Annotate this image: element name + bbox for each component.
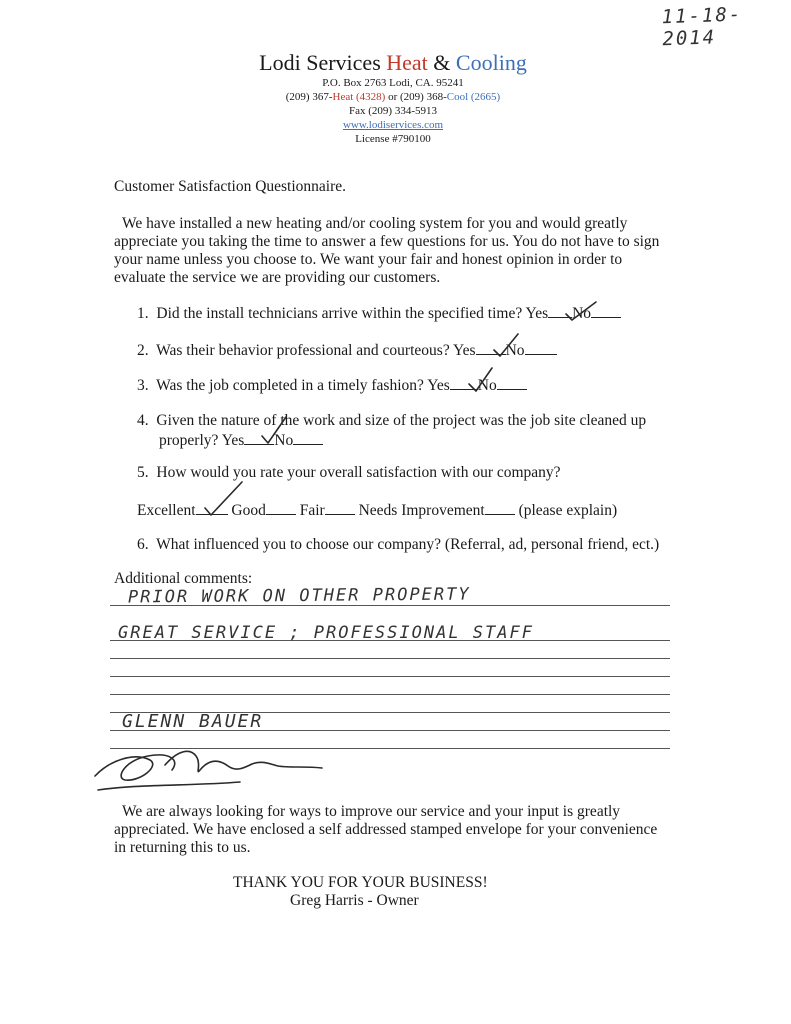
- question-text: Was their behavior professional and courteous?: [156, 342, 450, 359]
- yes-label: Yes: [453, 342, 476, 359]
- company-license: License #790100: [355, 133, 431, 145]
- closing-line: We are always looking for ways to improve our service and your input is greatly: [122, 803, 621, 820]
- checkmark-q3-yes: [469, 368, 492, 391]
- handwritten-date: 11-18-2014: [661, 3, 743, 51]
- question-number: 1.: [137, 305, 149, 322]
- question-text: properly?: [159, 432, 219, 449]
- phone-heat-prefix: (209) 367-: [285, 91, 333, 103]
- question-number: 3.: [137, 377, 149, 394]
- question-number: 2.: [137, 342, 149, 359]
- question-number: 5.: [137, 464, 149, 481]
- company-website-link[interactable]: www.lodiservices.com: [342, 119, 444, 131]
- checkmark-q4-yes: [262, 417, 286, 443]
- question-text: Was the job completed in a timely fashion?: [156, 377, 424, 394]
- questionnaire-heading: Customer Satisfaction Questionnaire.: [114, 178, 347, 195]
- yes-label: Yes: [525, 305, 549, 322]
- company-fax: Fax (209) 334-5913: [349, 105, 437, 117]
- rating-fair-label: Fair: [299, 502, 325, 519]
- company-address: P.O. Box 2763 Lodi, CA. 95241: [322, 77, 464, 89]
- question-text: What influenced you to choose our company? (Referral, ad, personal friend, ect.): [156, 536, 660, 553]
- closing-paragraph: [114, 803, 657, 857]
- no-label: No: [274, 432, 294, 449]
- rating-excellent-label: Excellent: [137, 502, 196, 519]
- comments-label: Additional comments:: [114, 570, 253, 587]
- company-name-cooling: Cooling: [455, 50, 527, 75]
- signature-underline: [98, 782, 240, 790]
- closing-line: in returning this to us.: [114, 839, 251, 856]
- phone-heat: Heat (4328): [332, 91, 386, 103]
- checkmark-q2-yes: [494, 334, 518, 356]
- question-number: 6.: [137, 536, 149, 553]
- intro-line: We have installed a new heating and/or cooling system for you and would greatly: [122, 215, 628, 232]
- yes-label: Yes: [221, 432, 245, 449]
- intro-line: evaluate the service we are providing our customers.: [114, 269, 441, 286]
- rating-needs-improvement-label: Needs Improvement: [358, 502, 485, 519]
- checkmark-q1-yes: [566, 302, 596, 320]
- handwritten-name: GLENN BAUER: [122, 711, 264, 732]
- question-number: 4.: [137, 412, 149, 429]
- checkmark-q5-excellent: [205, 482, 242, 515]
- no-label: No: [505, 342, 525, 359]
- yes-label: Yes: [427, 377, 450, 394]
- closing-line: appreciated. We have enclosed a self addressed stamped envelope for your convenience: [114, 821, 658, 838]
- question-text: Did the install technicians arrive within the specified time?: [156, 305, 523, 322]
- phone-cool: Cool (2665): [446, 91, 501, 103]
- phone-cool-prefix: or (209) 368-: [385, 91, 447, 103]
- company-name-heat: Heat: [386, 50, 428, 75]
- thank-you-message: THANK YOU FOR YOUR BUSINESS!: [233, 874, 488, 891]
- owner-signoff: Greg Harris - Owner: [290, 892, 419, 909]
- intro-line: appreciate you taking the time to answer a few questions for us. You do not have to sign: [114, 233, 660, 250]
- handwritten-comment-line-1: PRIOR WORK ON OTHER PROPERTY: [127, 584, 471, 608]
- question-text: How would you rate your overall satisfaction with our company?: [156, 464, 561, 481]
- no-label: No: [572, 305, 592, 322]
- rating-explain-label: (please explain): [518, 502, 618, 519]
- rating-good-label: Good: [231, 502, 266, 519]
- intro-line: your name unless you choose to. We want your fair and honest opinion in order to: [114, 251, 623, 268]
- handwritten-signature: [95, 751, 322, 780]
- question-text: Given the nature of the work and size of the project was the job site cleaned up: [156, 412, 647, 429]
- handwritten-comment-line-2: GREAT SERVICE ; PROFESSIONAL STAFF: [118, 623, 534, 643]
- company-name-amp: &: [433, 50, 451, 75]
- no-label: No: [477, 377, 497, 394]
- company-name-prefix: Lodi Services: [259, 50, 381, 75]
